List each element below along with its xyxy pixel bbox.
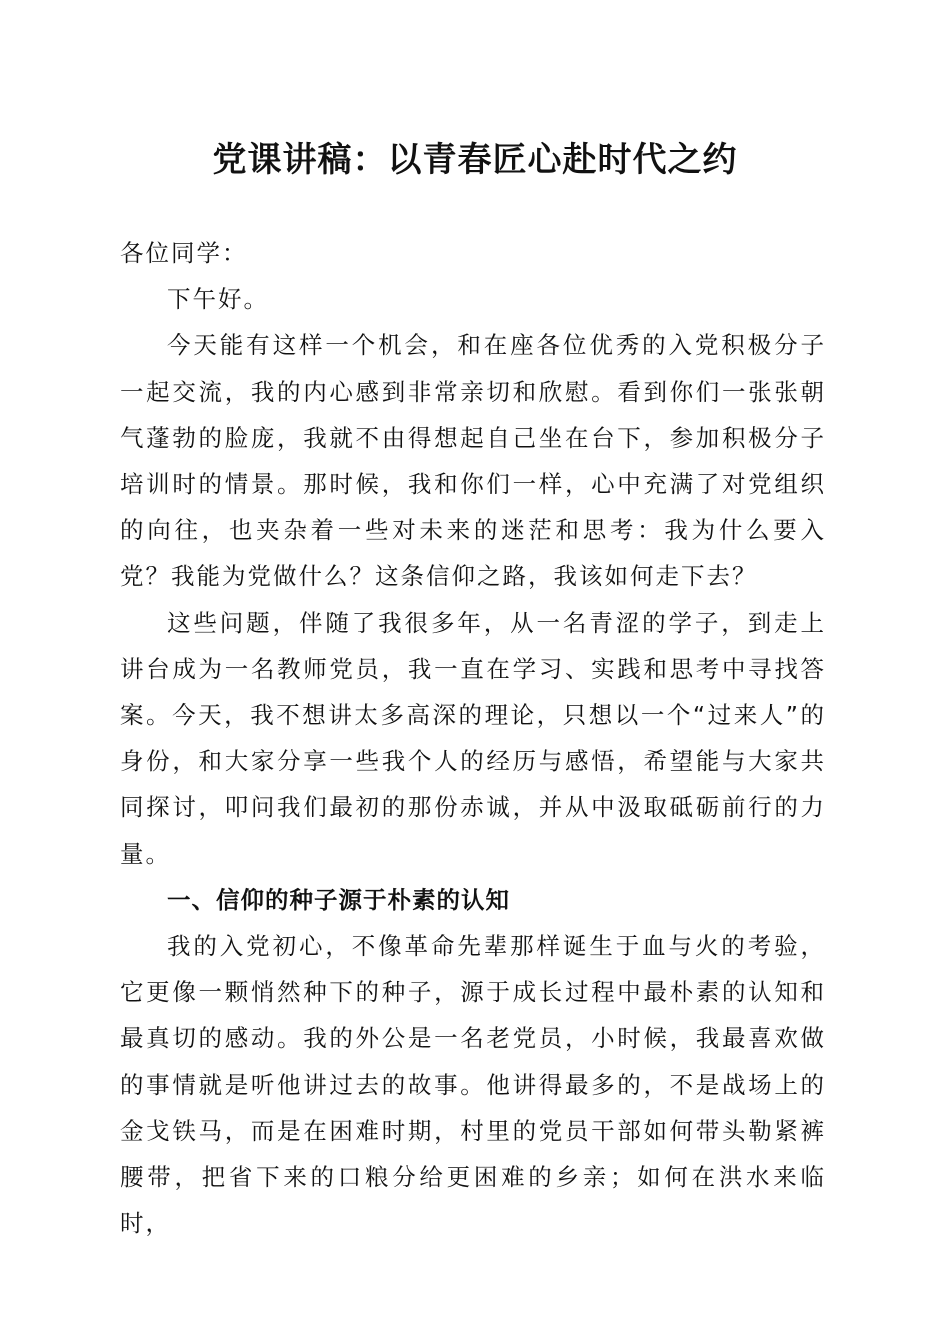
paragraph-1: 今天能有这样一个机会，和在座各位优秀的入党积极分子一起交流，我的内心感到非常亲切和欣慰。看到你们一张张朝气蓬勃的脸庞，我就不由得想起自己坐在台下，参加积极分子培训时的情景。那时候，我和你们一样，心中充满了对党组织的向往，也夹杂着一些对未来的迷茫和思考：我为什么要入党？我能为党做什么？这条信仰之路，我该如何走下去？ bbox=[120, 331, 826, 591]
document-body bbox=[120, 230, 826, 1246]
document-title: 党课讲稿：以青春匠心赴时代之约 bbox=[212, 140, 738, 180]
greeting: 下午好。 bbox=[167, 285, 269, 314]
section-paragraph: 我的入党初心，不像革命先辈那样诞生于血与火的考验，它更像一颗悄然种下的种子，源于成长过程中最朴素的认知和最真切的感动。我的外公是一名老党员，小时候，我最喜欢做的事情就是听他讲过去的故事。他讲得最多的，不是战场上的金戈铁马，而是在困难时期，村里的党员干部如何带头勒紧裤腰带，把省下来的口粮分给更困难的乡亲；如何在洪水来临时， bbox=[120, 932, 826, 1238]
section-heading: 一、信仰的种子源于朴素的认知 bbox=[167, 885, 510, 914]
paragraph-2: 这些问题，伴随了我很多年，从一名青涩的学子，到走上讲台成为一名教师党员，我一直在学习、实践和思考中寻找答案。今天，我不想讲太多高深的理论，只想以一个“过来人”的身份，和大家分享一些我个人的经历与感悟，希望能与大家共同探讨，叩问我们最初的那份赤诚，并从中汲取砥砺前行的力量。 bbox=[120, 608, 826, 868]
salutation: 各位同学： bbox=[120, 239, 248, 267]
